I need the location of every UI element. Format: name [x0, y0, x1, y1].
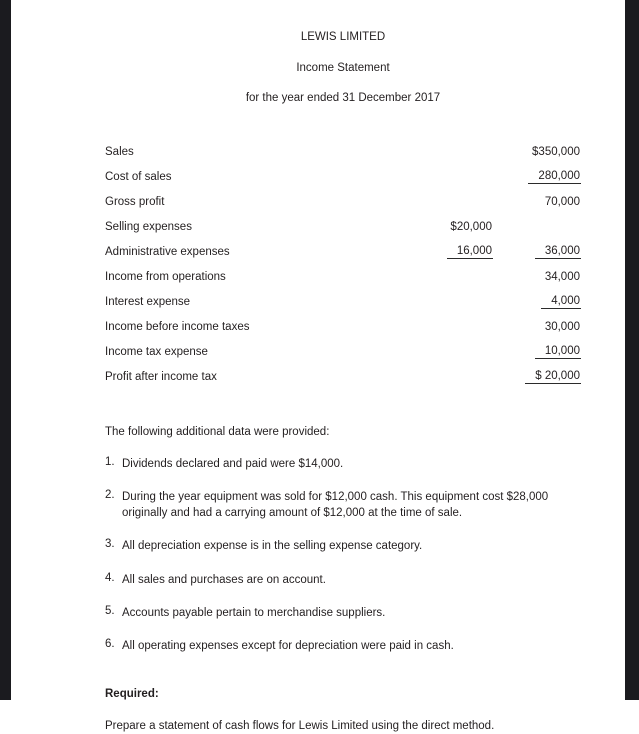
statement-row-label: Selling expenses — [105, 221, 192, 233]
note-item — [105, 572, 581, 588]
note-text: All sales and purchases are on account. — [122, 573, 326, 586]
note-text: All depreciation expense is in the selling expense category. — [122, 540, 423, 553]
statement-row-label: Sales — [105, 146, 134, 158]
right-page-edge-bar — [625, 0, 639, 700]
income-statement-table — [105, 140, 581, 390]
left-page-edge-bar — [0, 0, 11, 700]
note-number: 3. — [105, 538, 115, 551]
statement-row-label: Income from operations — [105, 271, 226, 283]
note-item — [105, 489, 581, 522]
statement-row-col1 — [401, 140, 493, 165]
statement-row — [105, 315, 581, 340]
statement-row-col2 — [493, 165, 581, 190]
notes-intro: The following additional data were provided: — [105, 425, 330, 438]
income-statement-body — [105, 140, 581, 390]
statement-row-label: Administrative expenses — [105, 246, 230, 258]
statement-row-col2 — [493, 140, 581, 165]
statement-row — [105, 165, 581, 190]
statement-row — [105, 340, 581, 365]
statement-heading — [105, 32, 581, 105]
statement-row-col2 — [493, 315, 581, 340]
statement-row — [105, 140, 581, 165]
statement-row-col1 — [401, 340, 493, 365]
statement-row-col1 — [401, 290, 493, 315]
statement-row-label: Profit after income tax — [105, 371, 217, 383]
statement-row — [105, 190, 581, 215]
statement-amount: 34,000 — [544, 270, 580, 283]
document-page — [12, 0, 624, 732]
statement-amount: 30,000 — [544, 320, 580, 333]
statement-row-col1 — [401, 215, 493, 240]
statement-row-col2 — [493, 265, 581, 290]
statement-amount: $20,000 — [450, 220, 492, 233]
note-item — [105, 605, 581, 621]
note-text: During the year equipment was sold for $12,000 cash. This equipment cost $28,000 originally and had a carrying amount of $12,000 at the time of sale. — [122, 490, 549, 520]
statement-row-col1 — [401, 365, 493, 390]
note-number: 4. — [105, 571, 115, 584]
note-item — [105, 538, 581, 554]
statement-period: for the year ended 31 December 2017 — [245, 92, 441, 104]
statement-amount: 280,000 — [528, 170, 581, 184]
statement-row — [105, 265, 581, 290]
company-name: LEWIS LIMITED — [300, 31, 386, 43]
note-number: 6. — [105, 638, 115, 651]
statement-row-col1 — [401, 165, 493, 190]
statement-amount: 16,000 — [447, 245, 493, 259]
statement-title: Income Statement — [296, 61, 390, 74]
statement-row-label: Cost of sales — [105, 171, 172, 183]
note-item — [105, 456, 581, 472]
statement-amount: $350,000 — [532, 145, 580, 158]
note-number: 2. — [105, 488, 115, 501]
note-text: All operating expenses except for depreciation were paid in cash. — [122, 640, 454, 653]
statement-row-label: Interest expense — [105, 296, 191, 308]
required-section — [105, 688, 581, 734]
statement-row-col2 — [493, 365, 581, 390]
additional-data-section — [105, 426, 581, 655]
statement-row-col2 — [493, 215, 581, 240]
statement-row-col2 — [493, 240, 581, 265]
statement-row-label: Gross profit — [105, 196, 165, 208]
statement-row-col1 — [401, 265, 493, 290]
statement-amount: 4,000 — [541, 295, 581, 309]
statement-row — [105, 215, 581, 240]
statement-row-col1 — [401, 240, 493, 265]
statement-row — [105, 365, 581, 390]
statement-amount: $ 20,000 — [525, 370, 581, 384]
note-text: Accounts payable pertain to merchandise suppliers. — [122, 607, 386, 620]
note-item — [105, 638, 581, 654]
note-number: 1. — [105, 455, 115, 468]
statement-amount: 10,000 — [535, 345, 581, 359]
statement-amount: 70,000 — [544, 195, 580, 208]
notes-list — [105, 456, 581, 655]
statement-row-label: Income before income taxes — [105, 321, 250, 333]
document-body — [105, 0, 581, 734]
note-text: Dividends declared and paid were $14,000. — [122, 457, 344, 470]
statement-row-col2 — [493, 190, 581, 215]
statement-row — [105, 290, 581, 315]
statement-row-col2 — [493, 340, 581, 365]
statement-row-col1 — [401, 190, 493, 215]
required-text: Prepare a statement of cash flows for Lewis Limited using the direct method. — [105, 719, 495, 732]
note-number: 5. — [105, 605, 115, 618]
statement-row-label: Income tax expense — [105, 346, 208, 358]
statement-row-col1 — [401, 315, 493, 340]
statement-row-col2 — [493, 290, 581, 315]
statement-amount: 36,000 — [535, 245, 581, 259]
required-label: Required: — [105, 687, 159, 700]
statement-row — [105, 240, 581, 265]
